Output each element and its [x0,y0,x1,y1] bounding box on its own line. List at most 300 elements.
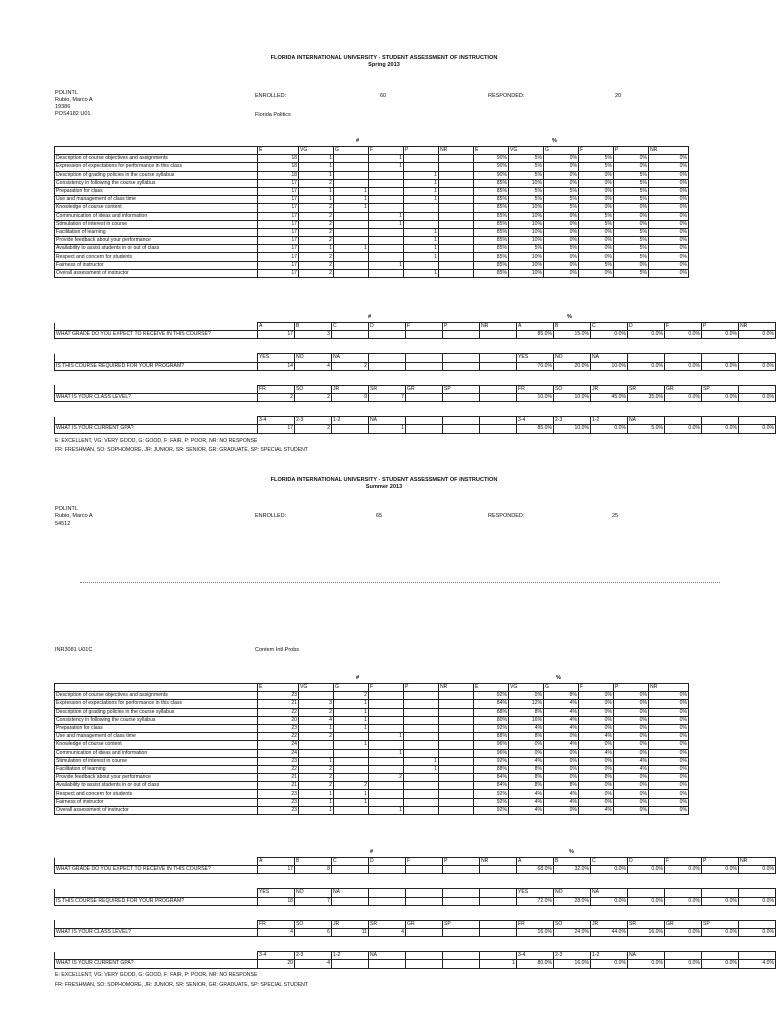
percent-cell: 5% [544,196,579,204]
criterion-label: Communication of ideas and information [55,212,258,220]
count-cell [404,692,439,700]
evaluation-table [54,146,689,278]
count-cell [406,897,443,905]
count-cell: 2 [299,733,334,741]
option-header: FR [517,920,554,928]
count-cell [369,204,404,212]
count-cell [439,741,474,749]
count-cell [439,261,474,269]
criterion-label: Overall assessment of instructor [55,269,258,277]
count-cell: 1 [404,765,439,773]
percent-cell: 85% [474,261,509,269]
count-cell [404,741,439,749]
count-cell: 1 [299,724,334,732]
column-header: G [544,684,579,692]
percent-cell: 5% [544,204,579,212]
spacer-row [55,905,776,920]
percent-cell: 68.0% [517,866,554,874]
count-cell: 1 [369,425,406,433]
percent-cell: 0.0% [702,425,739,433]
option-header: NA [591,354,628,362]
count-cell: 2 [299,782,334,790]
percent-cell: 35.0% [628,393,665,401]
count-cell [334,733,369,741]
count-cell: 1 [334,245,369,253]
count-cell [404,774,439,782]
class-level-legend: FR: FRESHMAN, SO: SOPHOMORE, JR: JUNIOR, SR: SENIOR, GR: GRADUATE, SP: SPECIAL STUDENT [55,447,309,453]
criterion-label: Respect and concern for students [55,790,258,798]
percent-cell: 0% [649,204,689,212]
option-header [480,889,517,897]
criterion-label: Knowledge of course content [55,204,258,212]
spacer-cell [55,937,776,952]
option-header: JR [591,385,628,393]
percent-cell: 8% [509,733,544,741]
spacer-cell [55,402,776,417]
count-cell [334,765,369,773]
option-header: FR [258,920,295,928]
percent-cell: 24.0% [554,928,591,936]
percent-cell: 0% [544,765,579,773]
percent-cell: 0% [614,708,649,716]
count-cell [332,866,369,874]
percent-cell: 85% [474,196,509,204]
percent-cell: 5% [614,187,649,195]
count-cell [439,757,474,765]
percent-cell: 0% [579,171,614,179]
option-header [628,889,665,897]
percent-cell: 5.0% [628,425,665,433]
percent-cell: 0.0% [702,866,739,874]
header-blank [55,147,258,155]
table-row [55,253,689,261]
count-cell [404,163,439,171]
count-cell: 17 [258,245,299,253]
criterion-label: Expression of expectations for performance in this class [55,163,258,171]
count-cell: 1 [369,220,404,228]
criterion-label: Respect and concern for students [55,253,258,261]
percent-cell: 0.0% [702,331,739,339]
count-cell: 1 [334,724,369,732]
option-header: B [295,323,332,331]
percent-cell: 8% [544,782,579,790]
option-header: NA [369,952,406,960]
option-header [739,889,776,897]
percent-cell: 10% [509,269,544,277]
count-cell [439,212,474,220]
percent-cell: 10.0% [591,362,628,370]
question-row [55,928,776,936]
count-cell [369,171,404,179]
percent-cell: 0% [614,716,649,724]
percent-cell: 85.0% [517,425,554,433]
count-cell: 1 [299,163,334,171]
percent-cell: 0% [649,179,689,187]
column-header: G [544,147,579,155]
criterion-label: Consistency in following the course syllabus [55,716,258,724]
percent-cell: 4% [509,757,544,765]
percent-cell: 0% [579,196,614,204]
count-cell [439,708,474,716]
percent-cell: 4% [509,798,544,806]
count-cell: 2 [299,212,334,220]
option-header [443,354,480,362]
questions-table [54,322,776,434]
count-cell: 3 [295,331,332,339]
count-cell: 18 [258,171,299,179]
count-cell: 2 [299,228,334,236]
count-cell [404,220,439,228]
count-cell [404,790,439,798]
percent-cell: 0% [579,228,614,236]
evaluation-table [54,683,689,815]
option-header: P [702,323,739,331]
count-cell [404,708,439,716]
count-cell: 1 [404,237,439,245]
count-cell: 2 [299,261,334,269]
percent-cell: 4% [614,757,649,765]
option-header: D [369,858,406,866]
count-cell: 22 [258,733,299,741]
percent-cell: 0% [544,261,579,269]
count-cell: 2 [334,782,369,790]
percent-cell: 84% [474,774,509,782]
count-header: # [356,138,360,144]
count-cell: 1 [404,228,439,236]
percent-cell: 0% [649,212,689,220]
table-row [55,741,689,749]
percent-cell: 70.0% [517,362,554,370]
count-cell: 1 [404,245,439,253]
criterion-label: Stimulation of interest in course [55,757,258,765]
percent-cell: 0% [579,204,614,212]
percent-cell: 0% [649,261,689,269]
count-cell [439,733,474,741]
spacer-row [55,402,776,417]
percent-cell: 0% [649,774,689,782]
count-cell [404,782,439,790]
table-row [55,733,689,741]
option-header: C [332,858,369,866]
count-cell: 1 [299,245,334,253]
count-cell: 2 [299,237,334,245]
count-cell [439,187,474,195]
criterion-label: Fairness of instructor [55,261,258,269]
question-header-row [55,889,776,897]
percent-cell: 0.0% [702,393,739,401]
report-term: Summer 2013 [365,484,403,490]
count-cell: 2 [299,708,334,716]
percent-cell: 88% [474,708,509,716]
percent-cell: 4% [579,806,614,814]
count-cell: 1 [299,790,334,798]
count-cell [439,171,474,179]
count-cell: 1 [369,212,404,220]
percent-cell: 5% [509,155,544,163]
percent-cell: 0% [649,245,689,253]
count-cell [404,724,439,732]
percent-cell: 0.0% [665,362,702,370]
option-header: SR [369,385,406,393]
option-header: 3-4 [258,417,295,425]
percent-cell: 0% [649,253,689,261]
option-header: 3-4 [517,952,554,960]
criterion-label: Description of grading policies in the course syllabus [55,171,258,179]
percent-cell: 0.0% [665,331,702,339]
option-header: NR [739,858,776,866]
table-row [55,692,689,700]
option-header: NA [369,417,406,425]
count-cell: 4 [369,928,406,936]
count-cell [369,237,404,245]
column-header: P [404,684,439,692]
percent-cell: 0% [579,782,614,790]
percent-cell: 0% [579,716,614,724]
count-cell [369,716,404,724]
count-cell [439,155,474,163]
percent-cell: 4% [544,716,579,724]
percent-cell: 8% [544,692,579,700]
option-header [406,417,443,425]
option-header [369,889,406,897]
count-cell [404,261,439,269]
percent-header: % [552,138,557,144]
percent-cell: 20.0% [554,362,591,370]
option-header: P [443,323,480,331]
count-cell: 17 [258,261,299,269]
percent-cell: 16% [509,716,544,724]
count-cell: 23 [258,798,299,806]
option-header: C [591,858,628,866]
option-header: F [406,858,443,866]
question-label: WHAT IS YOUR CLASS LEVEL? [55,928,258,936]
enrolled-value: 65 [376,513,383,519]
option-header: F [406,323,443,331]
header-blank [55,354,258,362]
option-header: GR [406,920,443,928]
count-cell [369,253,404,261]
percent-cell: 0.0% [739,393,776,401]
count-cell [439,163,474,171]
option-header [443,417,480,425]
option-header: NA [591,889,628,897]
percent-cell: 5% [579,163,614,171]
option-header: A [517,858,554,866]
count-cell [480,866,517,874]
count-cell: 1 [299,187,334,195]
percent-cell: 0% [649,765,689,773]
option-header [480,952,517,960]
option-header: F [665,323,702,331]
criterion-label: Stimulation of interest in course [55,220,258,228]
percent-cell: 0.0% [739,362,776,370]
option-header: 2-3 [554,417,591,425]
option-header [665,417,702,425]
question-row [55,866,776,874]
count-cell: 1 [404,171,439,179]
table-row [55,269,689,277]
percent-cell: 5% [509,196,544,204]
option-header: 1-2 [591,417,628,425]
count-cell: 21 [258,782,299,790]
option-header [739,385,776,393]
percent-cell: 0% [649,790,689,798]
questions-table [54,857,776,969]
percent-cell: 0% [649,163,689,171]
table-row [55,212,689,220]
count-cell [439,806,474,814]
count-cell [439,228,474,236]
question-label: WHAT GRADE DO YOU EXPECT TO RECEIVE IN THIS COURSE? [55,866,258,874]
count-cell [443,897,480,905]
percent-cell: 92% [474,798,509,806]
spacer-row [55,937,776,952]
question-label: WHAT IS YOUR CURRENT GPA? [55,960,258,968]
count-cell [480,393,517,401]
count-cell: 23 [258,806,299,814]
count-cell [480,362,517,370]
count-cell [369,757,404,765]
percent-header: % [569,849,574,855]
percent-cell: 5% [614,171,649,179]
count-cell: 1 [334,187,369,195]
percent-cell: 0% [509,749,544,757]
count-cell: 2 [332,362,369,370]
percent-cell: 0% [544,269,579,277]
question-row [55,331,776,339]
percent-cell: 0% [579,269,614,277]
count-cell [404,212,439,220]
count-cell: 18 [258,897,295,905]
question-label: IS THIS COURSE REQUIRED FOR YOUR PROGRAM? [55,897,258,905]
report-title: FLORIDA INTERNATIONAL UNIVERSITY - STUDENT ASSESSMENT OF INSTRUCTION [270,477,498,483]
header-blank [55,417,258,425]
percent-cell: 15.0% [554,331,591,339]
count-cell: 4 [299,716,334,724]
header-blank [55,385,258,393]
count-cell [332,331,369,339]
count-cell [334,220,369,228]
option-header [406,354,443,362]
dept-code: POLINTL [55,506,78,512]
count-cell [439,220,474,228]
count-cell: 1 [334,708,369,716]
percent-cell: 0.0% [702,928,739,936]
column-header: F [369,684,404,692]
criterion-label: Fairness of instructor [55,798,258,806]
percent-cell: 0% [649,237,689,245]
percent-cell: 0.0% [665,866,702,874]
percent-cell: 0% [614,692,649,700]
count-cell [439,237,474,245]
column-header: VG [509,147,544,155]
option-header: 2-3 [295,417,332,425]
percent-cell: 0% [649,716,689,724]
spacer-row [55,874,776,889]
percent-cell: 5% [579,261,614,269]
percent-cell: 0% [649,708,689,716]
table-row [55,228,689,236]
count-cell [332,897,369,905]
dept-code: POLINTL [55,90,78,96]
option-header: SO [554,920,591,928]
criterion-label: Use and management of class time [55,733,258,741]
count-cell: 1 [334,790,369,798]
responded-label: RESPONDED: [488,513,525,519]
option-header: SO [554,385,591,393]
percent-cell: 4% [544,724,579,732]
percent-cell: 0.0% [628,897,665,905]
instructor-name: Rubio, Marco A [55,513,93,519]
option-header [702,889,739,897]
option-header: FR [258,385,295,393]
table-row [55,782,689,790]
percent-cell: 0% [614,261,649,269]
count-cell [334,749,369,757]
percent-cell: 0% [649,155,689,163]
criterion-label: Consistency in following the course syllabus [55,179,258,187]
count-cell [369,741,404,749]
count-cell: 1 [299,155,334,163]
percent-cell: 85% [474,253,509,261]
count-cell [369,708,404,716]
option-header: JR [591,920,628,928]
percent-cell: 4% [579,749,614,757]
option-header [406,889,443,897]
percent-cell: 0% [649,692,689,700]
percent-cell: 0% [649,733,689,741]
instructor-name: Rubio, Marco A [55,97,93,103]
course-code: POS4182 U01 [55,111,91,117]
question-label: IS THIS COURSE REQUIRED FOR YOUR PROGRAM? [55,362,258,370]
percent-cell: 16.0% [628,928,665,936]
count-cell: 7 [295,897,332,905]
option-header: YES [517,354,554,362]
count-cell [369,866,406,874]
option-header [739,417,776,425]
option-header: 3-4 [258,952,295,960]
percent-cell: 10% [509,228,544,236]
percent-cell: 0% [579,790,614,798]
percent-cell: 0% [649,171,689,179]
column-header: VG [299,684,334,692]
option-header: GR [665,385,702,393]
count-cell [369,700,404,708]
option-header: JR [332,385,369,393]
count-cell: 1 [404,187,439,195]
option-header [480,920,517,928]
percent-cell: 0% [579,708,614,716]
count-cell: 9 [332,393,369,401]
count-cell: 23 [258,757,299,765]
header-blank [55,858,258,866]
count-cell: 20 [258,960,295,968]
table-row [55,716,689,724]
percent-cell: 80.0% [517,960,554,968]
count-cell [404,700,439,708]
percent-cell: 0.0% [591,866,628,874]
count-cell [443,331,480,339]
count-cell [439,179,474,187]
count-cell: 1 [334,716,369,724]
percent-cell: 0.0% [702,897,739,905]
percent-cell: 0.0% [702,960,739,968]
report-title: FLORIDA INTERNATIONAL UNIVERSITY - STUDENT ASSESSMENT OF INSTRUCTION [270,55,498,61]
percent-cell: 0% [649,741,689,749]
option-header: 2-3 [554,952,591,960]
percent-cell: 44.0% [591,928,628,936]
option-header: C [332,323,369,331]
